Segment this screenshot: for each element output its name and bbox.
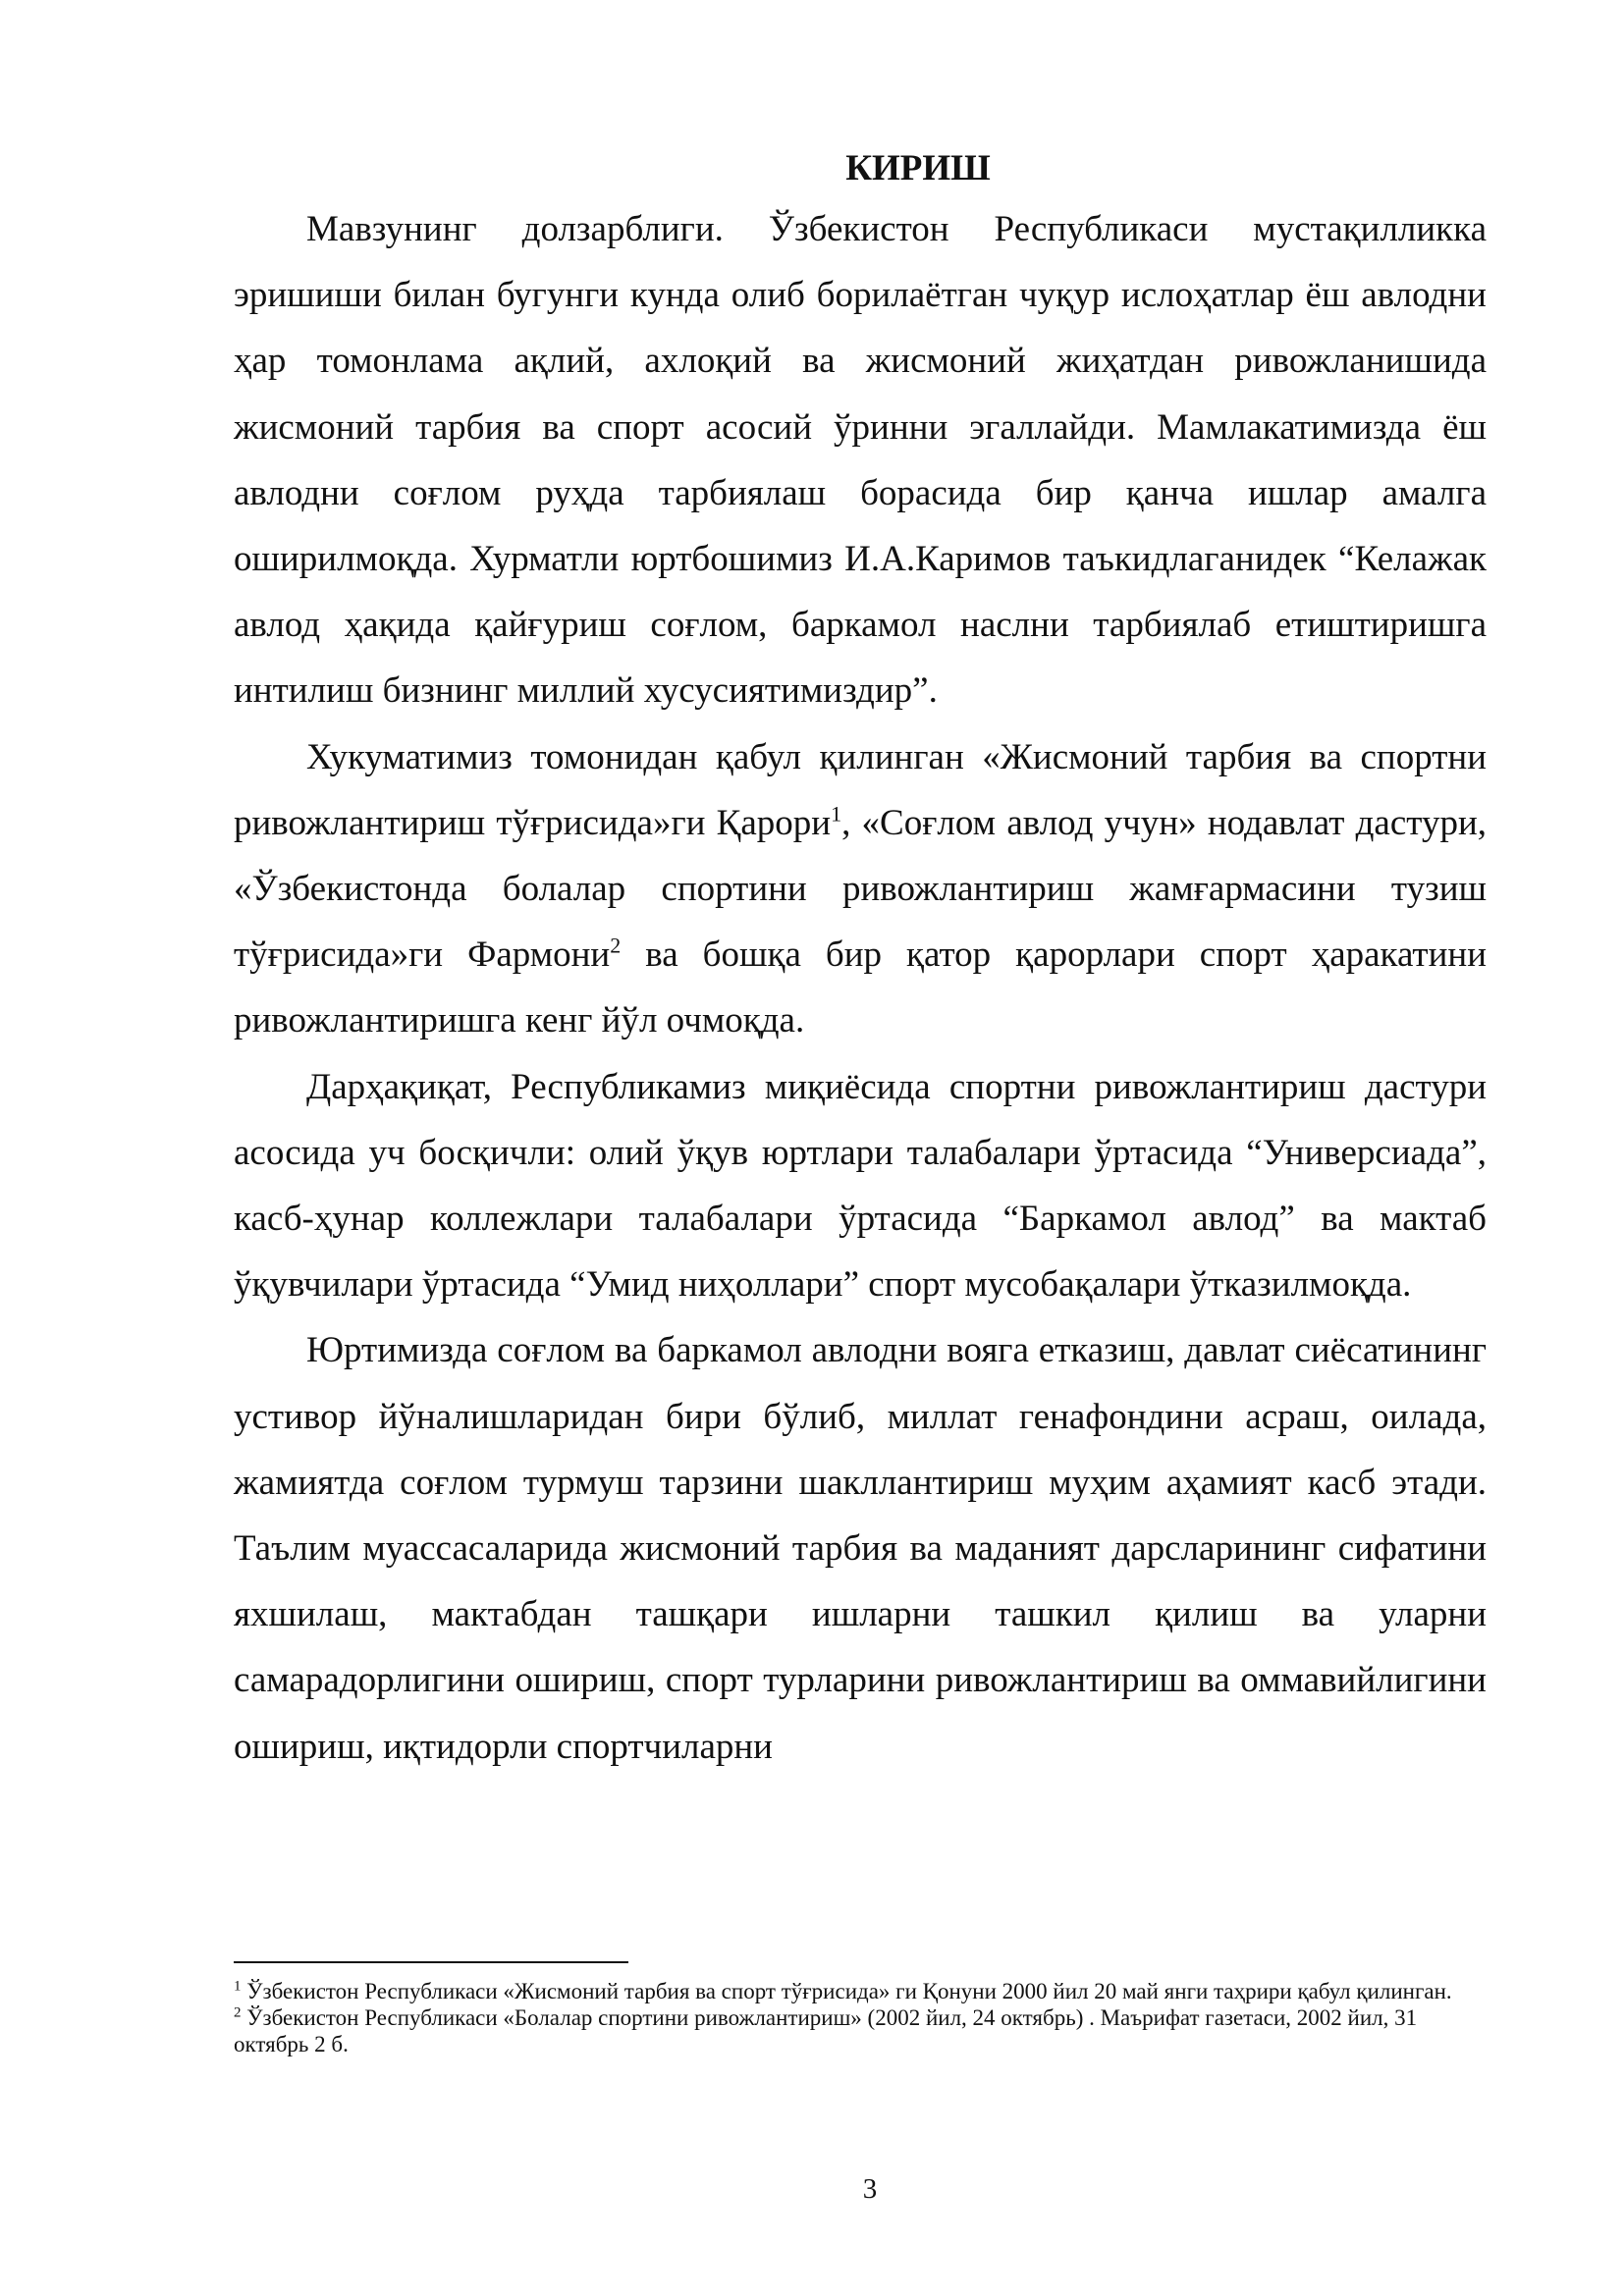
footnote-mark: 2: [234, 2004, 242, 2021]
footnote-reference: 2: [610, 933, 622, 958]
paragraph-healthy-generation: Юртимизда соғлом ва баркамол авлодни вояга етказиш, давлат сиёсатининг устивор йўналишларидан бири бўлиб, миллат генафондини асраш, оилада, жамиятда соғлом турмуш тарзини шакллантириш муҳим аҳамият касб этади. Таълим муассасаларида жисмоний тарбия ва маданият дарсларининг сифатини яхшилаш, мактабдан ташқари ишларни ташкил қилиш ва уларни самарадорлигини ошириш, спорт турларини ривожлантириш ва оммавийлигини ошириш, иқтидорли спортчиларни: [234, 1330, 1487, 1767]
footnote-reference: 1: [831, 801, 842, 827]
document-page: [234, 147, 1487, 1780]
footnote-separator: [234, 1961, 628, 1963]
footnote-mark: 1: [234, 1978, 242, 1995]
paragraph-text: ва бошқа бир қатор қарорлари спорт ҳаракатини ривожлантиришга кенг йўл очмоқда.: [234, 934, 1487, 1041]
paragraph-government-decisions: [234, 724, 1487, 1054]
footnotes: [234, 1978, 1487, 2057]
paragraph-relevance: Мавзунинг долзарблиги. Ўзбекистон Республикаси мустақилликка эришиши билан бугунги кунда олиб борилаётган чуқур ислоҳатлар ёш авлодни ҳар томонлама ақлий, ахлоқий ва жисмоний жиҳатдан ривожланишида жисмоний тарбия ва спорт асосий ўринни эгаллайди. Мамлакатимизда ёш авлодни соғлом руҳда тарбиялаш борасида бир қанча ишлар амалга оширилмоқда. Хурматли юртбошимиз И.А.Каримов таъкидлаганидек “Келажак авлод ҳақида қайғуриш соғлом, баркамол наслни тарбиялаб етиштиришга интилиш бизнинг миллий хусусиятимиздир”.: [234, 209, 1487, 712]
page-number: 3: [862, 2173, 878, 2205]
footnote-item: [234, 2004, 1487, 2057]
paragraph-competitions: Дарҳақиқат, Республикамиз миқиёсида спортни ривожлантириш дастури асосида уч босқичли: олий ўқув юртлари талабалари ўртасида “Универсиада”, касб-ҳунар коллежлари талабалари ўртасида “Баркамол авлод” ва мактаб ўқувчилари ўртасида “Умид ниҳоллари” спорт мусобақалари ўтказилмоқда.: [234, 1066, 1487, 1306]
footnote-text: Ўзбекистон Республикаси «Жисмоний тарбия ва спорт тўғрисида» ги Қонуни 2000 йил 20 май янги таҳрири қабул қилинган.: [241, 1979, 1452, 2003]
section-heading: КИРИШ: [845, 148, 991, 188]
paragraph-text: , «Соғлом авлод учун» нодавлат дастури, «Ўзбекистонда болалар спортини ривожлантириш жамғармасини тузиш тўғрисида»ги Фармони: [234, 802, 1488, 976]
footnote-text: Ўзбекистон Республикаси «Болалар спортини ривожлантириш» (2002 йил, 24 октябрь) . Маърифат газетаси, 2002 йил, 31 октябрь 2 б.: [234, 2005, 1418, 2056]
footnote-item: [234, 1978, 1487, 2004]
paragraph-text: Хукуматимиз томонидан қабул қилинган «Жисмоний тарбия ва спортни ривожлантириш тўғрисида»ги Қарори: [234, 736, 1487, 843]
